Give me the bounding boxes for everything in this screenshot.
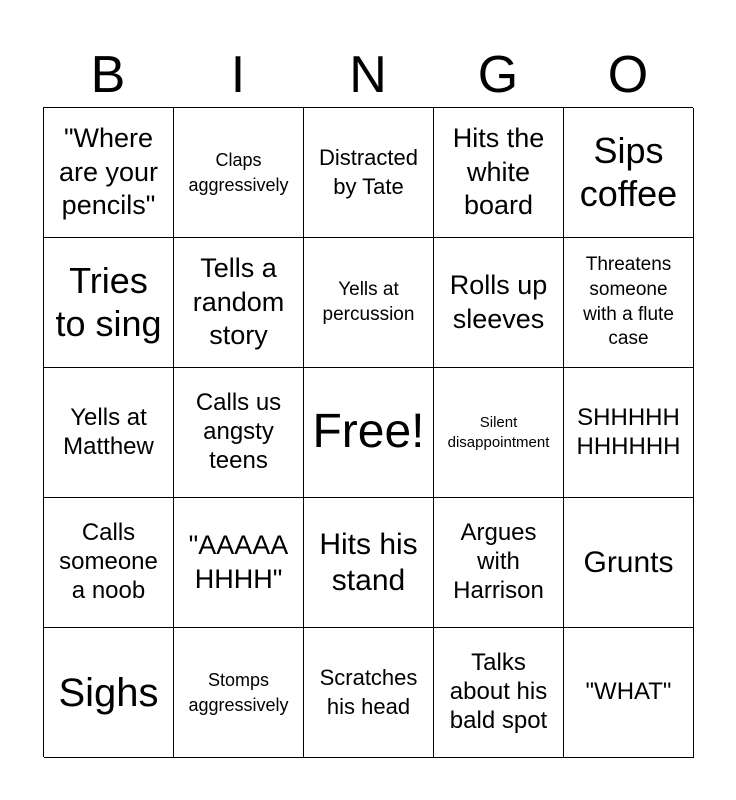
cell-text: Free! <box>312 405 425 459</box>
header-letter-g: G <box>477 46 519 104</box>
cell-text: Hits his stand <box>319 527 418 597</box>
cell-text: Sips coffee <box>579 130 678 214</box>
cell-text: Rolls up sleeves <box>449 269 548 334</box>
header-letter-i: I <box>230 46 246 104</box>
cell-text: SHHHHHHHHHHH <box>576 403 681 460</box>
cell-text: Stomps aggressively <box>188 670 289 715</box>
bingo-cell[interactable] <box>434 498 564 628</box>
bingo-cell[interactable] <box>564 368 694 498</box>
cell-text: Silent disappointment <box>447 414 550 451</box>
cell-text: Threatens someone with a flute case <box>583 254 674 350</box>
bingo-cell[interactable] <box>174 498 304 628</box>
cell-text: "Where are your pencils" <box>58 122 159 221</box>
bingo-cell[interactable] <box>304 108 434 238</box>
cell-text: Calls someone a noob <box>59 519 158 604</box>
bingo-cell[interactable] <box>564 108 694 238</box>
bingo-cell[interactable] <box>564 498 694 628</box>
cell-text: Yells at Matthew <box>63 403 154 460</box>
cell-text: Tells a random story <box>192 252 285 351</box>
bingo-cell[interactable] <box>44 368 174 498</box>
bingo-header <box>43 44 693 106</box>
bingo-cell[interactable] <box>434 368 564 498</box>
cell-text: Scratches his head <box>319 664 418 719</box>
bingo-board <box>43 107 693 757</box>
bingo-cell[interactable] <box>174 368 304 498</box>
bingo-cell[interactable] <box>304 498 434 628</box>
bingo-cell[interactable] <box>174 238 304 368</box>
free-space[interactable] <box>304 368 434 498</box>
cell-text: Calls us angsty teens <box>195 389 282 474</box>
bingo-cell[interactable] <box>564 628 694 758</box>
bingo-cell[interactable] <box>434 108 564 238</box>
header-letter-n: N <box>349 46 387 104</box>
bingo-cell[interactable] <box>44 238 174 368</box>
header-letter-b: B <box>90 46 126 104</box>
header-letter-o: O <box>607 46 649 104</box>
cell-text: Sighs <box>58 670 159 715</box>
cell-text: Distracted by Tate <box>318 144 419 199</box>
bingo-cell[interactable] <box>434 238 564 368</box>
bingo-cell[interactable] <box>44 498 174 628</box>
cell-text: "WHAT" <box>585 678 672 706</box>
cell-text: Claps aggressively <box>188 150 289 195</box>
cell-text: Talks about his bald spot <box>449 649 548 734</box>
cell-text: Tries to sing <box>55 260 162 344</box>
bingo-cell[interactable] <box>564 238 694 368</box>
bingo-cell[interactable] <box>44 108 174 238</box>
bingo-cell[interactable] <box>434 628 564 758</box>
bingo-cell[interactable] <box>174 628 304 758</box>
cell-text: Yells at percussion <box>322 278 415 325</box>
cell-text: Hits the white board <box>452 122 545 221</box>
cell-text: "AAAAAHHHH" <box>188 529 289 594</box>
bingo-cell[interactable] <box>174 108 304 238</box>
bingo-cell[interactable] <box>304 238 434 368</box>
bingo-cell[interactable] <box>44 628 174 758</box>
bingo-cell[interactable] <box>304 628 434 758</box>
cell-text: Argues with Harrison <box>453 519 544 604</box>
cell-text: Grunts <box>583 545 674 579</box>
